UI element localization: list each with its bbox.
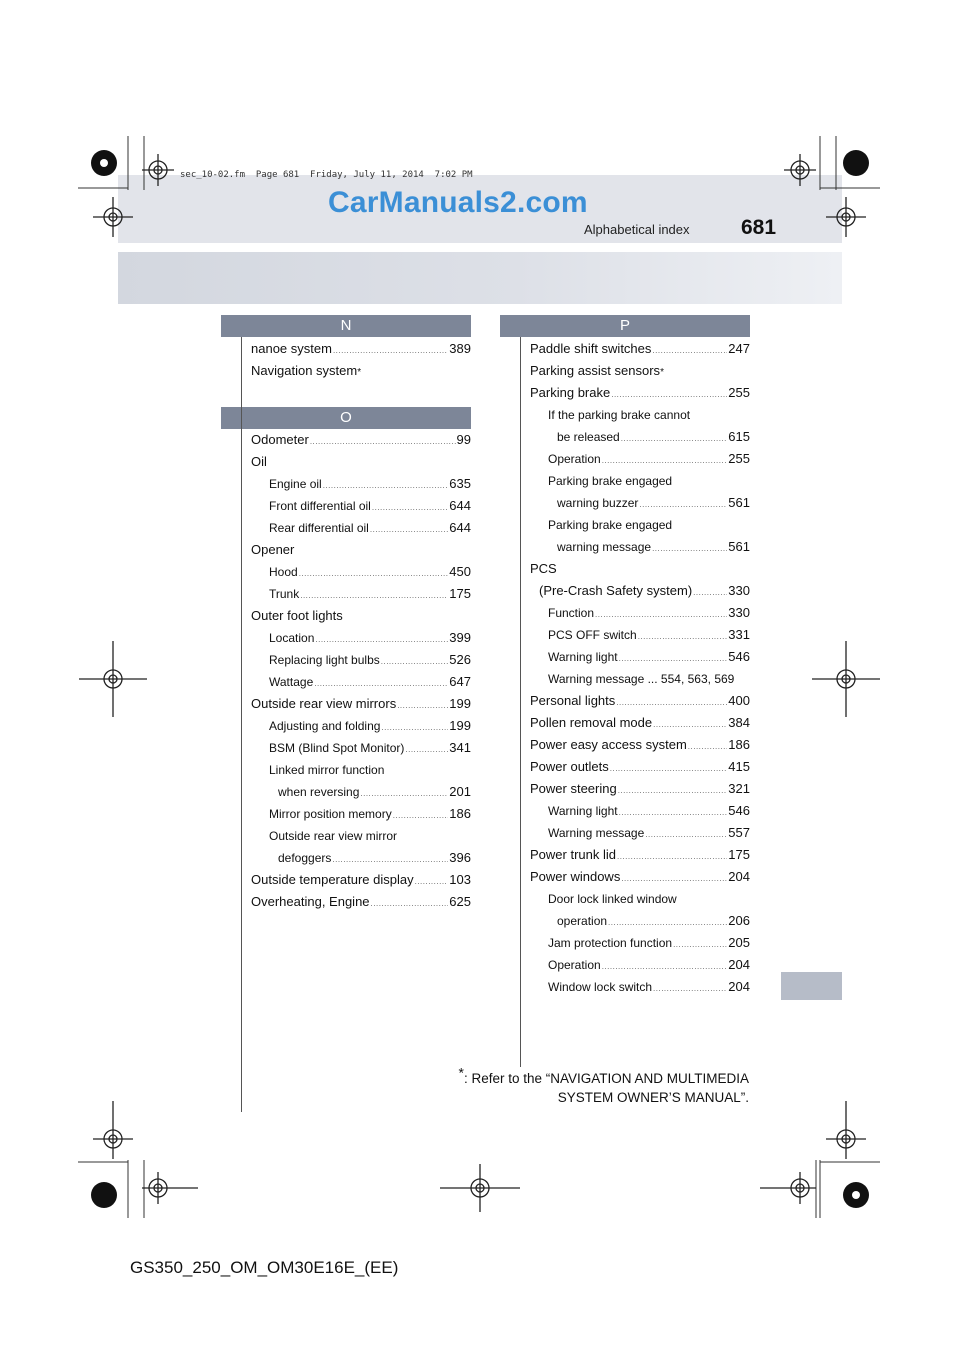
index-entry-text: Function [548,606,595,620]
index-entry[interactable] [530,470,750,492]
index-entry-text: operation [557,914,608,928]
dot-leader [393,803,449,827]
index-entry-text: Front differential oil [269,499,371,513]
starburst-icons [91,150,869,1208]
footnote-line: : Refer to the “NAVIGATION AND MULTIMEDIA [463,1071,749,1086]
crosshair-icon [79,641,147,717]
dot-leader [323,473,449,497]
index-entry[interactable] [530,426,750,448]
index-entry[interactable] [251,605,471,627]
section-header-o: O [221,407,471,429]
index-entry-page: 615 [728,429,750,444]
index-entry-text: Operation [548,452,601,466]
index-entry[interactable]: nanoe system ..... 389 [251,338,471,360]
index-entry-text: when reversing [278,785,360,799]
index-entry[interactable]: Navigation system * [251,363,362,378]
index-entry[interactable] [530,932,750,954]
index-entry-page: 384 [728,715,750,730]
crosshair-icons [79,154,880,1212]
index-entry-text: Engine oil [269,477,322,491]
index-entry-text: Outside rear view mirror [269,829,398,843]
dot-leader [652,338,727,362]
index-entry[interactable] [530,404,750,426]
index-entry-page: 330 [728,583,750,598]
index-entry[interactable] [530,910,750,932]
dot-leader [332,847,448,871]
solid-dot-icon [843,150,869,176]
dot-leader [299,561,449,585]
starburst-center [100,159,108,167]
right-column-rule [520,337,521,1067]
index-entry[interactable] [251,825,471,847]
dot-leader [616,690,727,714]
index-entry-page: 561 [728,495,750,510]
index-entry-page: 175 [449,586,471,601]
index-entry-text: PCS [530,561,557,576]
dot-leader [653,976,727,1000]
dot-leader [314,671,448,695]
index-list-o [251,429,471,913]
index-entry-text: warning message [557,540,652,554]
index-entry[interactable] [530,866,750,888]
index-entry[interactable] [530,712,750,734]
index-entry-page: 396 [449,850,471,865]
dot-leader [415,869,449,893]
index-entry-page: 206 [728,913,750,928]
dot-leader [621,866,727,890]
index-entry-text: Outside rear view mirrors [251,696,397,711]
index-entry[interactable] [530,492,750,514]
dot-leader [639,492,727,516]
index-entry-text: Mirror position memory [269,807,392,821]
index-entry-text: Replacing light bulbs [269,653,380,667]
index-entry[interactable] [251,869,471,891]
index-entry-text: BSM (Blind Spot Monitor) [269,741,405,755]
index-entry-page: 647 [449,674,471,689]
asterisk-mark: * [458,1064,464,1081]
dot-leader [371,891,449,915]
index-entry-page: 199 [449,718,471,733]
index-entry[interactable] [251,693,471,715]
index-entry-page: 99 [456,432,471,447]
index-entry[interactable] [251,737,471,759]
crosshair-icon [440,1164,520,1212]
index-entry[interactable] [251,671,471,693]
dot-leader [595,602,727,626]
left-column-rule [241,337,242,1112]
index-entry[interactable] [251,891,471,913]
dot-leader [673,932,727,956]
index-entry-page: 625 [449,894,471,909]
footnote [458,1064,749,1107]
index-entry-page: 186 [728,737,750,752]
index-entry-page: 450 [449,564,471,579]
dot-leader [653,712,727,736]
index-entry[interactable] [530,954,750,976]
index-entry[interactable] [251,517,471,539]
dot-leader [621,426,728,450]
crosshair-icon [760,1172,816,1204]
crosshair-icon [93,197,133,237]
index-entry-page: 204 [728,869,750,884]
index-entry-text: Operation [548,958,601,972]
index-entry-text: (Pre-Crash Safety system) [539,583,693,598]
index-entry-text: Door lock linked window [548,892,677,906]
watermark: CarManuals2.com [328,186,588,219]
index-entry[interactable] [530,382,750,404]
index-entry-text: Jam protection function [548,936,673,950]
index-entry[interactable] [530,338,750,360]
index-entry-text: Pollen removal mode [530,715,653,730]
index-entry-page: 103 [449,872,471,887]
index-entry-page: 321 [728,781,750,796]
model-code: GS350_250_OM_OM30E16E_(EE) [130,1258,399,1277]
index-entry[interactable] [530,668,750,690]
dot-leader [310,429,456,453]
index-entry-text: Power outlets [530,759,609,774]
index-entry-text: Odometer [251,432,309,447]
index-entry-page: 341 [449,740,471,755]
crosshair-icon [93,1101,133,1159]
index-entry[interactable] [251,759,471,781]
index-entry-page: 255 [728,385,750,400]
index-entry-text: Adjusting and folding [269,719,381,733]
crosshair-icon [826,1101,866,1159]
crosshair-icon [812,641,880,717]
index-entry-page: 186 [449,806,471,821]
index-entry[interactable] [251,649,471,671]
index-entry-text: Parking brake [530,385,611,400]
index-entry-text: Warning message ... 554, 563, 569 [548,672,735,686]
index-entry-text: Paddle shift switches [530,341,652,356]
index-entry-text: Power steering [530,781,617,796]
dot-leader [688,734,728,758]
index-entry[interactable] [251,803,471,825]
dot-leader [619,646,728,670]
file-info: sec_10-02.fm Page 681 Friday, July 11, 2014 7:02 PM [180,170,473,180]
index-list-n [251,338,471,382]
index-entry-text: Power windows [530,869,621,884]
index-entry-text: Personal lights [530,693,616,708]
dot-leader [618,778,728,802]
index-entry-page: 199 [449,696,471,711]
index-entry-text: Parking brake engaged [548,518,673,532]
crosshair-icon [784,154,816,186]
index-entry[interactable] [530,800,750,822]
dot-leader [381,715,448,739]
index-entry-text: Overheating, Engine [251,894,370,909]
dot-leader [602,448,728,472]
index-list-p [530,338,750,998]
index-entry-text: Rear differential oil [269,521,369,535]
dot-leader [693,580,727,604]
index-entry[interactable] [251,451,471,473]
dot-leader [372,495,448,519]
index-entry-text: defoggers [278,851,332,865]
index-entry[interactable] [251,627,471,649]
footnote-line: SYSTEM OWNER’S MANUAL”. [557,1090,749,1105]
index-entry-text: be released [557,430,620,444]
index-entry[interactable] [251,715,471,737]
index-entry[interactable] [251,583,471,605]
dot-leader [619,800,728,824]
index-entry-text: If the parking brake cannot [548,408,691,422]
dot-leader [300,583,448,607]
index-entry[interactable] [530,536,750,558]
index-entry-text: Outside temperature display [251,872,414,887]
index-entry-page: 644 [449,498,471,513]
index-entry-page: 399 [449,630,471,645]
index-entry[interactable] [530,558,750,580]
index-entry[interactable] [530,448,750,470]
index-entry[interactable]: Parking assist sensors * [530,360,750,382]
index-entry-text: Oil [251,454,267,469]
section-header-n: N [221,315,471,337]
index-entry-page: 546 [728,803,750,818]
dot-leader [370,517,448,541]
index-entry[interactable] [251,781,471,803]
index-entry-text: Location [269,631,315,645]
section-header-p: P [500,315,750,337]
index-entry[interactable] [251,429,471,451]
page-title: Alphabetical index [584,222,690,237]
dot-leader [638,624,728,648]
index-entry-page: 415 [728,759,750,774]
index-entry-text: Parking assist sensors [530,363,661,378]
index-entry[interactable] [530,888,750,910]
dot-leader [652,536,727,560]
index-entry-page: 546 [728,649,750,664]
index-entry-page: 557 [728,825,750,840]
crosshair-icon [826,197,866,237]
crosshair-icon [142,154,174,186]
crosshair-icon [142,1172,198,1204]
index-entry-page: 175 [728,847,750,862]
dot-leader [611,382,727,406]
index-entry-text: Opener [251,542,295,557]
index-entry[interactable] [530,514,750,536]
index-entry-text: Warning message [548,826,645,840]
index-entry[interactable] [530,778,750,800]
index-entry[interactable] [251,847,471,869]
dot-leader [381,649,449,673]
index-entry[interactable] [251,539,471,561]
index-entry-page: 330 [728,605,750,620]
index-entry-page: 644 [449,520,471,535]
page-number: 681 [741,216,777,239]
index-entry-text: Wattage [269,675,314,689]
index-entry-page: 247 [728,341,750,356]
index-entry[interactable] [530,976,750,998]
dot-leader [602,954,728,978]
index-entry-text: Parking brake engaged [548,474,673,488]
dot-leader [617,844,727,868]
index-entry[interactable] [530,580,750,602]
index-entry[interactable] [530,646,750,668]
dot-leader [397,693,448,717]
solid-dot-icon [91,1182,117,1208]
index-entry-page: 635 [449,476,471,491]
index-entry-text: Warning light [548,804,618,818]
dot-leader [360,781,448,805]
index-entry-page: 201 [449,784,471,799]
dot-leader [645,822,727,846]
index-entry-page: 400 [728,693,750,708]
index-entry-page: 204 [728,979,750,994]
index-entry[interactable] [530,690,750,712]
dot-leader [405,737,448,761]
index-entry-page: 204 [728,957,750,972]
index-entry[interactable] [251,561,471,583]
index-entry-page: 255 [728,451,750,466]
index-entry[interactable] [251,473,471,495]
starburst-center [852,1191,860,1199]
index-entry[interactable] [530,602,750,624]
index-entry[interactable] [530,756,750,778]
index-entry-text: warning buzzer [557,496,639,510]
index-entry[interactable] [530,844,750,866]
index-entry-text: Power easy access system [530,737,687,752]
index-entry-text: Window lock switch [548,980,653,994]
index-entry-text: Linked mirror function [269,763,385,777]
index-entry-text: Outer foot lights [251,608,343,623]
index-entry-text: Trunk [269,587,300,601]
index-entry-page: 205 [728,935,750,950]
index-entry[interactable] [530,822,750,844]
dot-leader [610,756,728,780]
index-entry-text: Power trunk lid [530,847,616,862]
index-entry-text: Warning light [548,650,618,664]
index-entry[interactable] [530,734,750,756]
index-entry[interactable] [530,624,750,646]
dot-leader [608,910,727,934]
dot-leader [315,627,448,651]
index-entry-page: 526 [449,652,471,667]
index-entry-text: PCS OFF switch [548,628,637,642]
index-entry-page: 561 [728,539,750,554]
index-entry-text: Hood [269,565,298,579]
index-entry[interactable] [251,495,471,517]
index-entry-page: 331 [728,627,750,642]
